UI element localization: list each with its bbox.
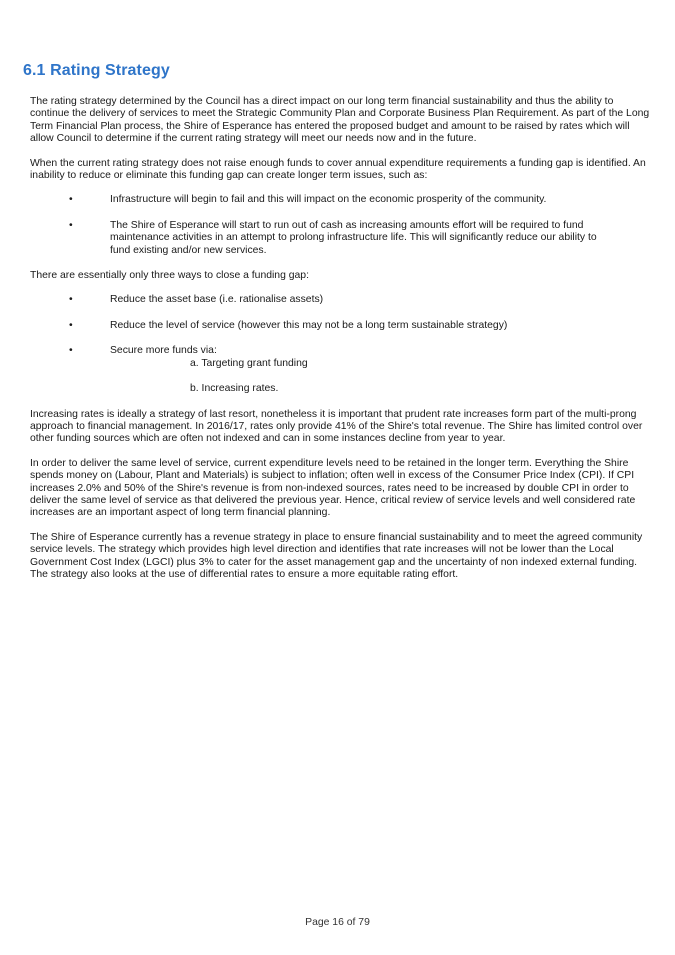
list-item: [30, 345, 652, 395]
page-number: Page 16 of 79: [305, 917, 370, 928]
paragraph-increasing-rates: Increasing rates is ideally a strategy of last resort, nonetheless it is important that prudent rate increases form part of the multi-prong approach to financial management. In 2016/17, rates only provide 41% of the Shire's total revenue. The Shire has limited control over other funding sources which are often not indexed and can in some instances decline from year to year.: [30, 408, 643, 445]
close-gap-options-list: [30, 294, 652, 395]
sub-list-item: b. Increasing rates.: [190, 383, 279, 395]
sub-list-item: a. Targeting grant funding: [190, 357, 308, 369]
paragraph-rating-impact: The rating strategy determined by the Council has a direct impact on our long term financial sustainability and thus the ability to continue the delivery of services to meet the Strategic Community Plan and Corporate Business Plan Requirement. As part of the Long Term Financial Plan process, the Shire of Esperance has entered the proposed budget and amount to be raised by rates which will allow Council to determine if the current rating strategy will meet our needs now and in the future.: [30, 96, 650, 145]
list-item-text: Infrastructure will begin to fail and this will impact on the economic prosperity of the community.: [110, 194, 547, 206]
list-item: [30, 220, 652, 257]
list-item-text: The Shire of Esperance will start to run out of cash as increasing amounts effort will be required to fund maintenance activities in an attempt to prolong infrastructure life. This will significantly reduce our ability to fund existing and/or new services.: [110, 219, 597, 256]
paragraph-funding-gap: When the current rating strategy does not raise enough funds to cover annual expenditure requirements a funding gap is identified. An inability to reduce or eliminate this funding gap can create longer term issues, such as:: [30, 157, 646, 182]
paragraph-service-level: In order to deliver the same level of service, current expenditure levels need to be retained in the longer term. Everything the Shire spends money on (Labour, Plant and Materials) is subject to inflation; often well in excess of the Consumer Price Index (CPI). If CPI increases 2.0% and 50% of the Shire's revenue is from non-indexed sources, rates need to be increased by double CPI in order to deliver the same level of service as that delivered the previous year. Hence, critical review of service levels and well considered rate increases are an important aspect of long term financial planning.: [30, 457, 636, 519]
bullet-marker: •: [69, 345, 73, 357]
list-item: [30, 320, 652, 332]
bullet-marker: •: [69, 319, 73, 331]
list-item-text: Secure more funds via:: [110, 345, 217, 357]
list-item: [30, 194, 652, 206]
paragraph-revenue-strategy: The Shire of Esperance currently has a revenue strategy in place to ensure financial sustainability and to meet the agreed community service levels. The strategy which provides high level direction and identifies that rate increases will not be lower than the Local Government Cost Index (LGCI) plus 3% to cater for the asset management gap and the uncertainty of non indexed external funding. The strategy also looks at the use of differential rates to ensure a more equitable rating effort.: [30, 531, 643, 580]
section-body: [30, 96, 652, 593]
paragraph-three-ways: There are essentially only three ways to close a funding gap:: [30, 270, 309, 282]
list-item-text: Reduce the level of service (however this may not be a long term sustainable strategy): [110, 319, 508, 331]
bullet-marker: •: [69, 294, 73, 306]
list-item-text: Reduce the asset base (i.e. rationalise assets): [110, 294, 324, 306]
funding-gap-issues-list: [30, 194, 652, 257]
list-item: [30, 294, 652, 306]
bullet-marker: •: [69, 194, 73, 206]
bullet-marker: •: [69, 219, 73, 231]
section-heading: 6.1 Rating Strategy: [23, 62, 170, 79]
funding-sub-list: [110, 358, 612, 396]
